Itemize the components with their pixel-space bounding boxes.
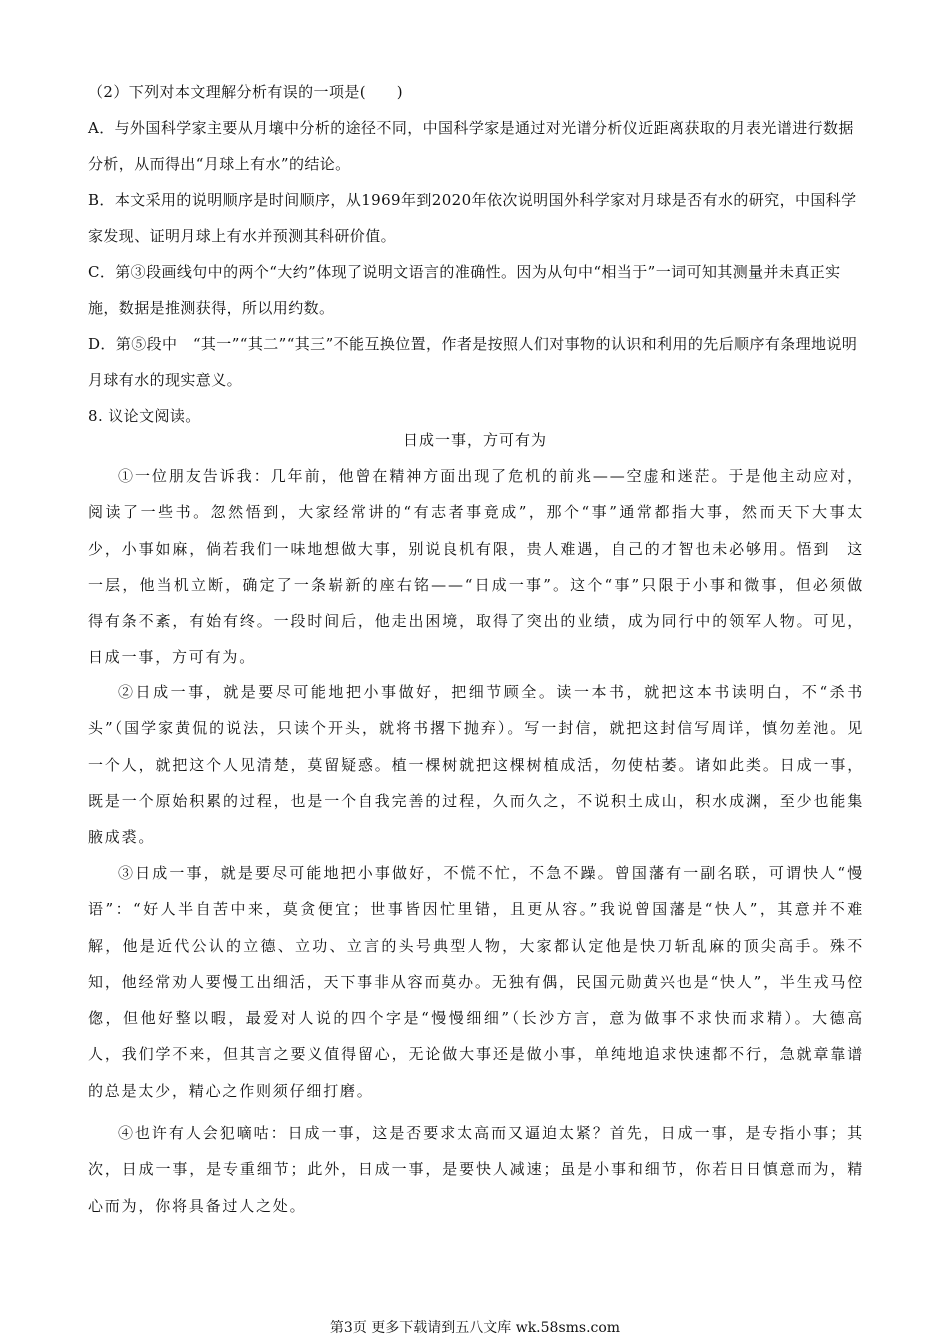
option-d: D．第⑤段中 “其一”“其二”“其三”不能互换位置，作者是按照人们对事物的认识和利用的先后顺序有条理地说明月球有水的现实意义。 — [88, 335, 858, 389]
option-b: B．本文采用的说明顺序是时间顺序，从1969年到2020年依次说明国外科学家对月球是否有水的研究，中国科学家发现、证明月球上有水并预测其科研价值。 — [88, 191, 857, 245]
essay-paragraph-1: ①一位朋友告诉我：几年前，他曾在精神方面出现了危机的前兆——空虚和迷茫。于是他主动应对，阅读了一些书。忽然悟到，大家经常讲的“有志者事竟成”，那个“事”通常都指大事，然而天下大事太少，小事如麻，倘若我们一味地想做大事，别说良机有限，贵人难遇，自己的才智也未必够用。悟到 这一层，他当机立断，确定了一条崭新的座右铭——“日成一事”。这个“事”只限于小事和微事，但必须做得有条不紊，有始有终。一段时间后，他走出困境，取得了突出的业绩，成为同行中的领军人物。可见，日成一事，方可有为。 — [88, 467, 864, 667]
essay-title: 日成一事，方可有为 — [402, 431, 547, 449]
essay-paragraph-4: ④也许有人会犯嘀咕：日成一事，这是否要求太高而又逼迫太紧？首先，日成一事，是专指小事；其次，日成一事，是专重细节；此外，日成一事，是要快人减速；虽是小事和细节，你若日日慎意而为，精心而为，你将具备过人之处。 — [88, 1124, 864, 1215]
question-2-stem: （2）下列对本文理解分析有误的一项是( ) — [88, 83, 404, 101]
essay-paragraph-2: ②日成一事，就是要尽可能地把小事做好，把细节顾全。读一本书，就把这本书读明白，不“杀书头”（国学家黄侃的说法，只读个开头，就将书撂下抛弃）。写一封信，就把这封信写周详，慎勿差池。见一个人，就把这个人见清楚，莫留疑惑。植一棵树就把这棵树植成活，勿使枯萎。诸如此类。日成一事，既是一个原始积累的过程，也是一个自我完善的过程，久而久之，不说积土成山，积水成渊，至少也能集腋成裘。 — [88, 683, 864, 847]
question-2 — [88, 74, 868, 434]
question-8-heading: 8. 议论文阅读。 — [88, 407, 201, 425]
page-footer: 第3页 更多下载请到五八文库 wk.58sms.com — [329, 1320, 621, 1336]
option-c: C．第③段画线句中的两个“大约”体现了说明文语言的准确性。因为从句中“相当于”一词可知其测量并未真正实施，数据是推测获得，所以用约数。 — [88, 263, 841, 317]
option-a: A．与外国科学家主要从月壤中分析的途径不同，中国科学家是通过对光谱分析仪近距离获取的月表光谱进行数据分析，从而得出“月球上有水”的结论。 — [88, 119, 854, 173]
essay-paragraph-3: ③日成一事，就是要尽可能地把小事做好，不慌不忙，不急不躁。曾国藩有一副名联，可谓快人“慢语”：“好人半自苦中来，莫贪便宜；世事皆因忙里错，且更从容。”我说曾国藩是“快人”，其意并不难解，他是近代公认的立德、立功、立言的头号典型人物，大家都认定他是快刀斩乱麻的顶尖高手。殊不知，他经常劝人要慢工出细活，天下事非从容而莫办。无独有偶，民国元勋黄兴也是“快人”，半生戎马倥偬，但他好整以暇，最爱对人说的四个字是“慢慢细细”（长沙方言，意为做事不求快而求精）。大德高人，我们学不来，但其言之要义值得留心，无论做大事还是做小事，单纯地追求快速都不行，急就章靠谱的总是太少，精心之作则须仔细打磨。 — [88, 864, 864, 1100]
